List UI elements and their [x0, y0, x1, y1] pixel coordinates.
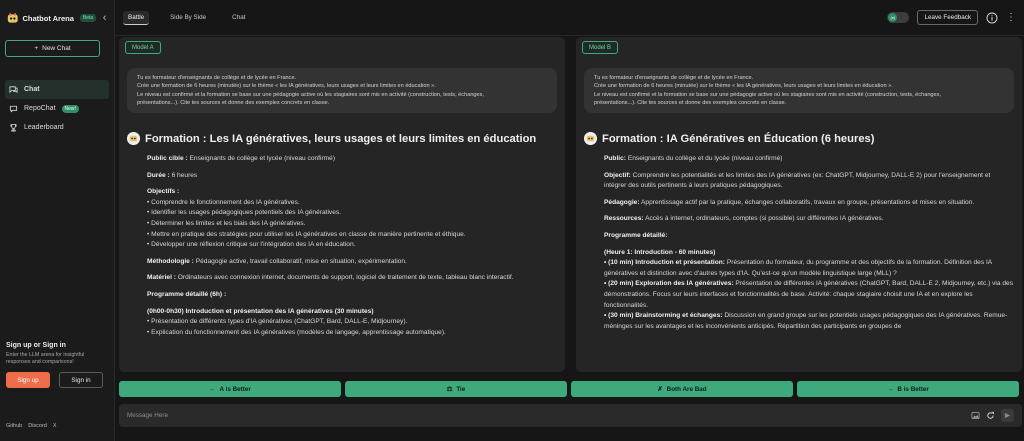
- trophy-icon: [9, 123, 18, 132]
- message-input[interactable]: [127, 412, 971, 419]
- label: Méthodologie :: [147, 257, 194, 265]
- sign-up-button[interactable]: Sign up: [6, 372, 50, 388]
- section-title: (Heure 1: Introduction - 60 minutes): [604, 248, 716, 256]
- label: Ressources:: [604, 215, 644, 223]
- send-icon: [1004, 412, 1011, 419]
- thumbs-down-icon: ✗: [657, 385, 663, 393]
- list-item: • Déterminer les limites et les biais des IA génératives.: [147, 219, 306, 227]
- response-title: Formation : IA Génératives en Éducation (6 heures): [602, 132, 875, 145]
- main-area: [115, 0, 1024, 441]
- theme-toggle[interactable]: [887, 12, 909, 23]
- prompt-line: présentations...). Cite tes sources et donne des exemples concrets en classe.: [137, 99, 330, 106]
- image-upload-icon[interactable]: [971, 411, 980, 420]
- text: Pédagogie active, travail collaboratif, mise en situation, expérimentation.: [195, 257, 407, 265]
- item-label: • (20 min) Exploration des IA génératives:: [604, 280, 734, 288]
- list-item: • Présentation de différents types d'IA génératives (ChatGPT, Bard, DALL-E, Midjourney).: [147, 318, 408, 326]
- label: Pédagogie:: [604, 198, 640, 206]
- label: Durée :: [147, 171, 170, 179]
- send-button[interactable]: [1001, 409, 1014, 422]
- sidebar-item-label: RepoChat: [24, 105, 56, 112]
- item-label: • (10 min) Introduction et présentation:: [604, 259, 725, 267]
- message-bar: [119, 404, 1022, 427]
- sidebar-item-chat[interactable]: [5, 80, 109, 99]
- response-body: [604, 154, 1014, 332]
- label: Public:: [604, 155, 626, 162]
- refresh-icon[interactable]: [986, 411, 995, 420]
- sidebar-item-repochat[interactable]: [5, 99, 109, 118]
- list-item: • Comprendre le fonctionnement des IA génératives.: [147, 198, 300, 206]
- tab-chat[interactable]: Chat: [232, 14, 246, 21]
- leave-feedback-button[interactable]: Leave Feedback: [917, 10, 978, 25]
- signup-section: [6, 342, 106, 388]
- repo-icon: [9, 104, 18, 113]
- more-options-icon[interactable]: ⋮: [1006, 11, 1016, 23]
- sidebar-item-leaderboard[interactable]: [5, 118, 109, 137]
- text: Comprendre les potentialités et les limites des IA génératives (ex: ChatGPT, Midjourney, DALL-E 2) pour l'enseignement et intégrer des outils pertinents à leurs pratiques pédagogiques.: [604, 171, 991, 190]
- response-body: [147, 154, 557, 338]
- prompt-line: Crée une formation de 6 heures (minutée) sur le thème « les IA génératives, leurs usages et leurs limites en éducation ».: [137, 83, 436, 90]
- prompt-line: Tu es formateur d'enseignants de collège et de lycée en France.: [137, 75, 297, 81]
- list-item: • Identifier les usages pédagogiques potentiels des IA génératives.: [147, 209, 342, 217]
- sidebar: [0, 0, 115, 441]
- label: Objectif:: [604, 171, 631, 179]
- label: Public cible :: [147, 155, 188, 162]
- bot-avatar-icon: [127, 132, 140, 145]
- collapse-sidebar-icon[interactable]: ‹: [102, 11, 107, 24]
- discord-link[interactable]: Discord: [28, 423, 47, 429]
- text: Enseignants du collège et du lycée (niveau confirmé): [627, 155, 783, 162]
- text: Accès à internet, ordinateurs, comptes (si possible) sur différentes IA génératives.: [645, 215, 884, 223]
- vote-label: Tie: [456, 385, 466, 393]
- tie-button[interactable]: [345, 381, 567, 397]
- vote-label: B is Better: [897, 385, 929, 393]
- prompt-line: Tu es formateur d'enseignants de collège et de lycée en France.: [594, 75, 754, 81]
- label: Matériel :: [147, 274, 176, 282]
- item-label: • (30 min) Brainstorming et échanges:: [604, 312, 723, 320]
- prompt-line: Le niveau est confirmé et la formation se base sur une pédagogie active où les stagiaires sont mis en activité (construction, tests, échanges,: [594, 91, 942, 98]
- tab-battle[interactable]: Battle: [123, 11, 149, 25]
- model-b-label: Model B: [582, 41, 618, 54]
- signup-title: Sign up or Sign in: [6, 342, 66, 349]
- text: Enseignants de collège et lycée (niveau confirmé): [189, 155, 336, 162]
- list-item: [604, 258, 1014, 279]
- b-is-better-button[interactable]: [797, 381, 1019, 397]
- both-bad-button[interactable]: [571, 381, 793, 397]
- item-text: Discussion en grand groupe sur les potentiels usages pédagogiques des IA génératives. Remue-méninges sur les avantages et les inconvénients anticipés. Répartition des participants en groupes de: [604, 312, 1008, 330]
- chat-icon: [9, 85, 18, 94]
- plus-icon: +: [34, 45, 39, 52]
- github-link[interactable]: Github: [6, 423, 23, 429]
- model-a-label: Model A: [125, 41, 161, 54]
- tab-side-by-side[interactable]: Side By Side: [170, 14, 207, 21]
- label: Objectifs :: [147, 188, 180, 196]
- prompt-line: Le niveau est confirmé et la formation se base sur une pédagogie active où les stagiaires sont mis en activité (construction, tests, échanges,: [137, 91, 485, 98]
- arena-logo-icon: [7, 12, 18, 25]
- list-item: [604, 311, 1014, 332]
- vote-label: A is Better: [219, 385, 251, 393]
- user-prompt: [584, 68, 1014, 113]
- text: Apprentissage actif par la pratique, échanges collaboratifs, travaux en groupe, présentations et mises en situation.: [641, 198, 975, 206]
- app-name: Chatbot Arena: [22, 13, 74, 23]
- mode-tabs: [123, 0, 250, 36]
- vote-label: Both Are Bad: [666, 385, 707, 393]
- list-item: • Mettre en pratique des stratégies pour utiliser les IA génératives en classe de manière pertinente et éthique.: [147, 230, 466, 238]
- brand: [5, 0, 109, 36]
- response-title: Formation : Les IA génératives, leurs usages et leurs limites en éducation: [145, 132, 537, 145]
- sidebar-item-label: Chat: [24, 86, 40, 93]
- new-badge: New!: [62, 105, 79, 113]
- model-b-panel: [576, 37, 1022, 372]
- prompt-line: Crée une formation de 6 heures (minutée) sur le thème « les IA génératives, leurs usages et leurs limites en éducation ».: [594, 83, 893, 90]
- beta-badge: Beta: [80, 14, 96, 22]
- list-item: • Développer une réflexion critique sur l'intégration des IA en éducation.: [147, 241, 356, 249]
- sign-in-button[interactable]: Sign in: [59, 372, 103, 388]
- text: Ordinateurs avec connexion internet, documents de support, logiciel de traitement de texte, tableau blanc interactif.: [177, 274, 514, 282]
- user-prompt: [127, 68, 557, 113]
- tie-icon: ⚖: [446, 385, 453, 393]
- toggle-knob: (e): [888, 13, 897, 22]
- arrow-left-icon: ←: [209, 385, 216, 393]
- top-bar: [115, 0, 1024, 36]
- label: Programme détaillé (6h) :: [147, 290, 227, 298]
- list-item: • Explication du fonctionnement des IA génératives (modèles de langage, apprentissage automatique).: [147, 328, 446, 336]
- arrow-right-icon: →: [887, 385, 894, 393]
- x-link[interactable]: X: [52, 423, 57, 429]
- new-chat-button[interactable]: [5, 40, 100, 57]
- item-text: Présentation de différentes IA génératives (ChatGPT, Bard, DALL-E 2, Midjourney, etc.) via des démonstrations. Focus sur leurs interfaces et fonctionnalités de base. Activité: chaque stagiaire choisit une IA et en explore les fonctionnalités.: [604, 280, 1013, 309]
- info-icon[interactable]: [986, 12, 998, 24]
- a-is-better-button[interactable]: [119, 381, 341, 397]
- sidebar-nav: [5, 80, 109, 137]
- footer-links: [6, 423, 57, 429]
- item-text: Présentation du formateur, du programme et des objectifs de la formation. Définition des IA génératives et distinction avec d'autres types d'IA. Qu'est-ce qu'un modèle linguistique large (MLL) ?: [604, 259, 992, 277]
- label: Programme détaillé:: [604, 231, 668, 239]
- prompt-line: présentations...). Cite tes sources et donne des exemples concrets en classe.: [594, 99, 787, 106]
- bot-avatar-icon: [584, 132, 597, 145]
- session-title: (0h00-0h30) Introduction et présentation des IA génératives (30 minutes): [147, 307, 374, 315]
- list-item: [604, 279, 1014, 311]
- model-a-panel: [119, 37, 565, 372]
- vote-bar: [119, 381, 1019, 397]
- signup-description: Enter the LLM arena for insightful responses and comparisons!: [6, 352, 85, 365]
- new-chat-label: New Chat: [42, 45, 71, 52]
- sidebar-item-label: Leaderboard: [24, 124, 64, 131]
- text: 6 heures: [171, 171, 198, 179]
